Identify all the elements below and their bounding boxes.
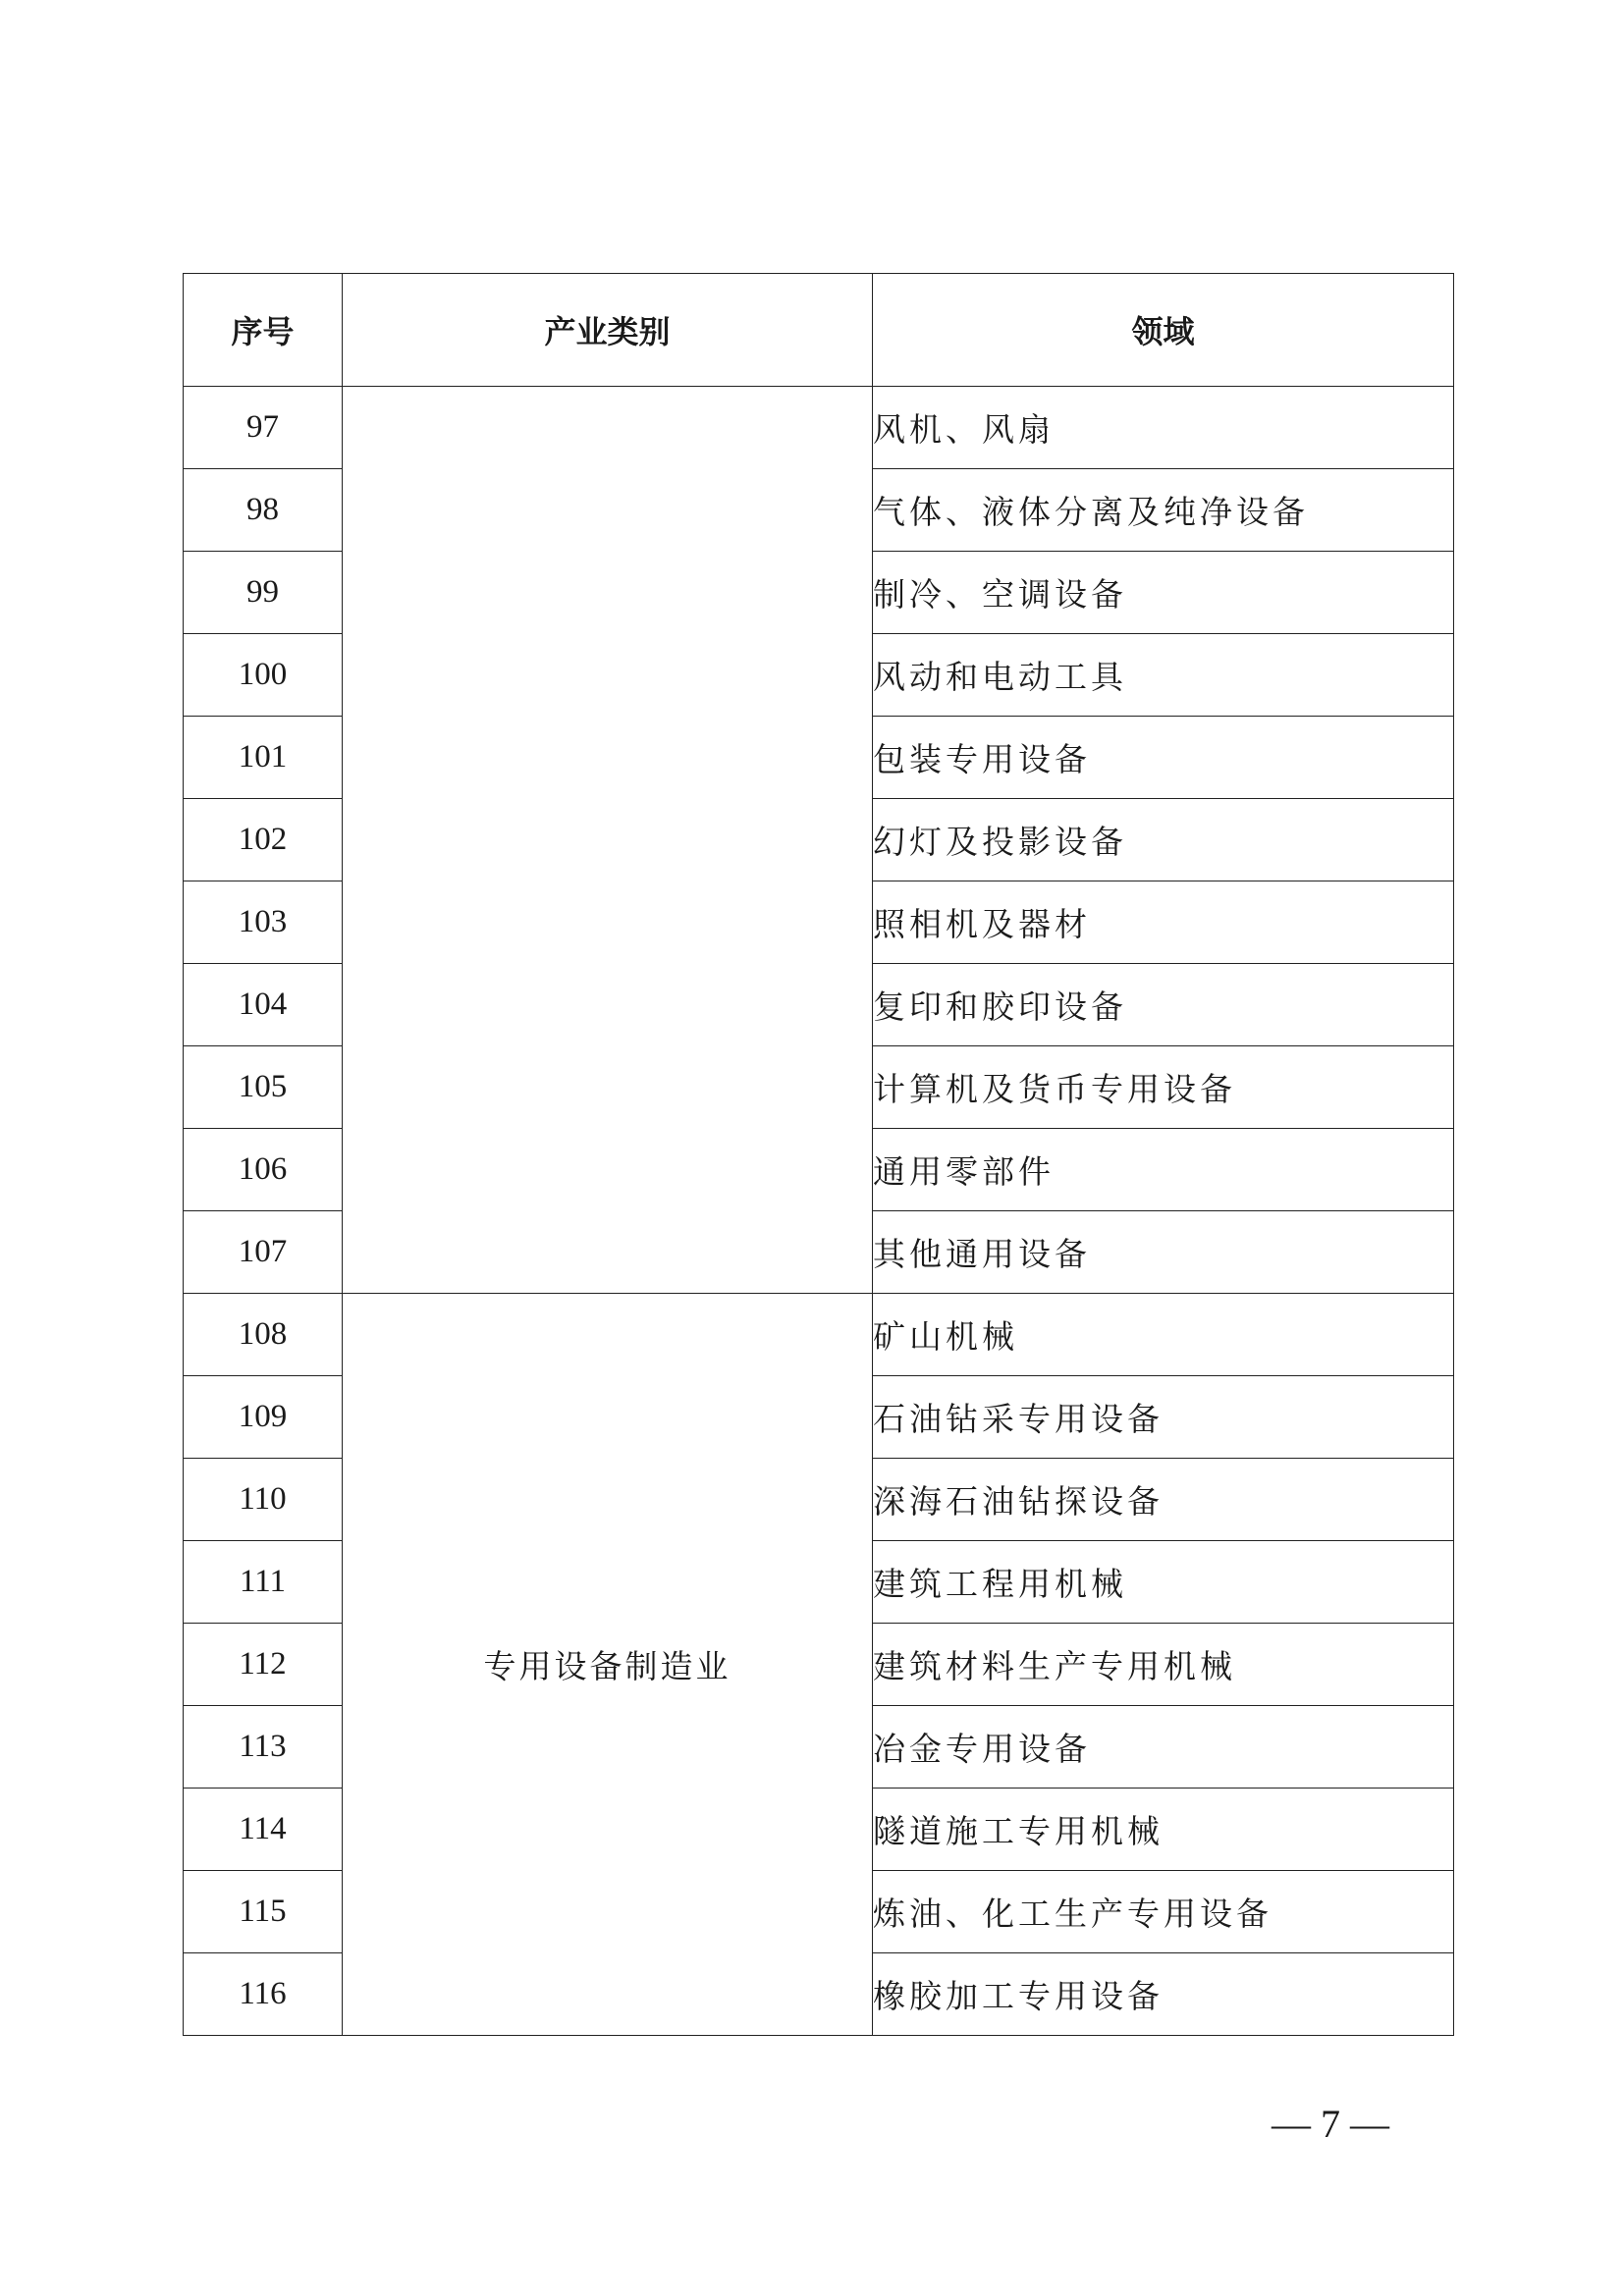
row-field: 建筑材料生产专用机械 [873,1624,1454,1706]
row-field: 其他通用设备 [873,1211,1454,1294]
header-field: 领域 [873,274,1454,387]
row-field: 建筑工程用机械 [873,1541,1454,1624]
industry-table [183,273,1454,2036]
header-category: 产业类别 [343,274,873,387]
row-field: 包装专用设备 [873,717,1454,799]
row-field: 气体、液体分离及纯净设备 [873,469,1454,552]
category-cell: 专用设备制造业 [343,1294,873,2036]
row-number: 99 [184,552,343,634]
row-field: 矿山机械 [873,1294,1454,1376]
row-number: 97 [184,387,343,469]
row-number: 107 [184,1211,343,1294]
row-number: 112 [184,1624,343,1706]
row-field: 炼油、化工生产专用设备 [873,1871,1454,1953]
row-field: 计算机及货币专用设备 [873,1046,1454,1129]
row-field: 石油钻采专用设备 [873,1376,1454,1459]
row-number: 103 [184,881,343,964]
table-row [184,387,1454,469]
header-number: 序号 [184,274,343,387]
row-number: 108 [184,1294,343,1376]
row-number: 106 [184,1129,343,1211]
row-field: 照相机及器材 [873,881,1454,964]
row-field: 风机、风扇 [873,387,1454,469]
row-field: 隧道施工专用机械 [873,1789,1454,1871]
row-field: 幻灯及投影设备 [873,799,1454,881]
row-number: 113 [184,1706,343,1789]
row-field: 风动和电动工具 [873,634,1454,717]
row-field: 制冷、空调设备 [873,552,1454,634]
row-number: 104 [184,964,343,1046]
row-number: 110 [184,1459,343,1541]
category-cell [343,387,873,1294]
table-row [184,1294,1454,1376]
row-number: 105 [184,1046,343,1129]
row-number: 115 [184,1871,343,1953]
row-number: 102 [184,799,343,881]
row-number: 114 [184,1789,343,1871]
row-number: 111 [184,1541,343,1624]
row-number: 100 [184,634,343,717]
row-field: 冶金专用设备 [873,1706,1454,1789]
row-field: 深海石油钻探设备 [873,1459,1454,1541]
row-field: 复印和胶印设备 [873,964,1454,1046]
row-number: 98 [184,469,343,552]
row-field: 橡胶加工专用设备 [873,1953,1454,2036]
page-number: — 7 — [1272,2102,1389,2146]
row-field: 通用零部件 [873,1129,1454,1211]
table-header-row [184,274,1454,387]
row-number: 109 [184,1376,343,1459]
row-number: 116 [184,1953,343,2036]
row-number: 101 [184,717,343,799]
